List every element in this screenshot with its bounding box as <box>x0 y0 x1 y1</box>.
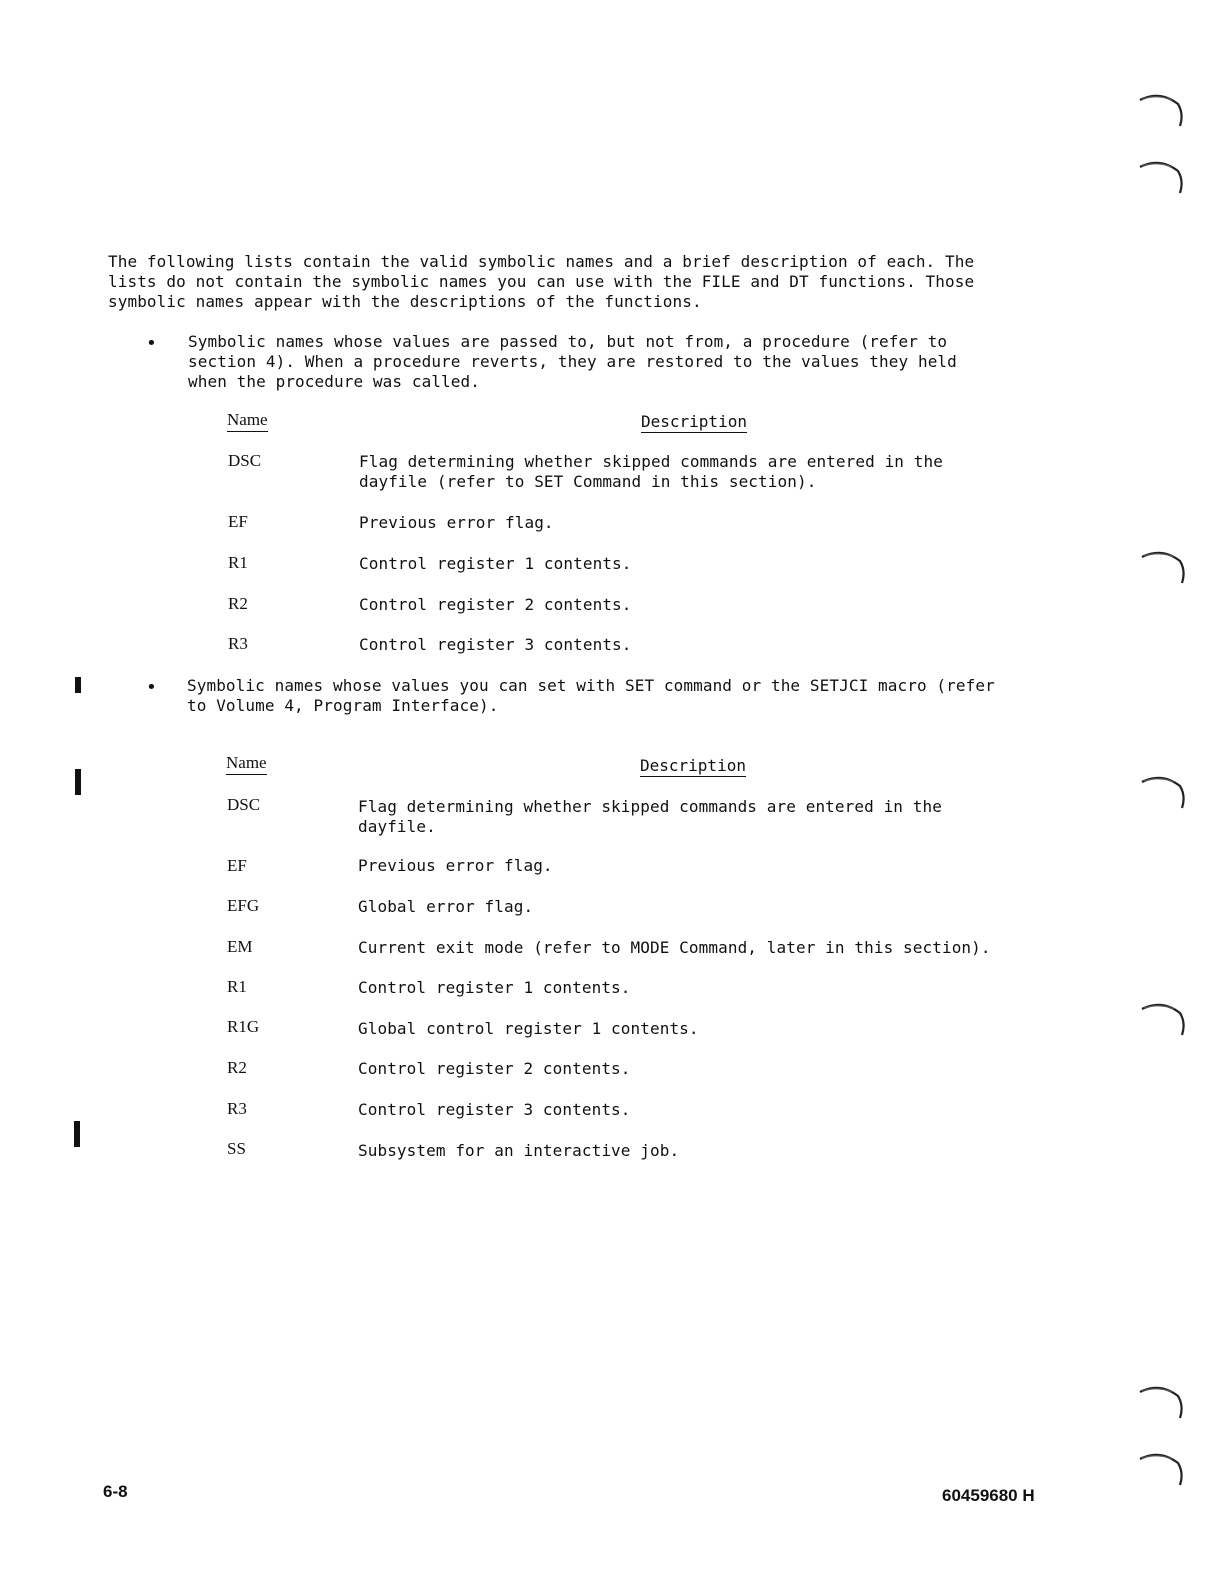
table-2-name-header: Name <box>226 753 267 775</box>
punch-hole-mark <box>1138 155 1186 195</box>
table-2-row-desc: Control register 1 contents. <box>358 978 631 997</box>
table-1-name-header: Name <box>227 410 268 432</box>
table-2-row-name: EFG <box>227 896 260 915</box>
table-1-row-name: R1 <box>228 553 248 572</box>
document-number: 60459680 H <box>942 1486 1035 1505</box>
table-1-description-header: Description <box>641 412 747 431</box>
table-1-row-desc: Flag determining whether skipped commands are entered in the dayfile (refer to SET Command in this section). <box>359 452 943 491</box>
table-2-row-desc: Global error flag. <box>358 897 534 916</box>
table-1-row-name: R3 <box>228 634 248 653</box>
table-2-row-desc: Current exit mode (refer to MODE Command, later in this section). <box>358 938 991 957</box>
table-2-row-desc: Subsystem for an interactive job. <box>358 1141 680 1160</box>
table-2-row-name: R2 <box>227 1058 247 1077</box>
table-2-description-header: Description <box>640 756 746 775</box>
table-2-row-name: EM <box>227 937 253 956</box>
punch-hole-mark <box>1140 545 1188 585</box>
punch-hole-mark <box>1140 770 1188 810</box>
table-1-row-desc: Control register 2 contents. <box>359 595 632 614</box>
table-2-row-desc: Control register 3 contents. <box>358 1100 631 1119</box>
bullet-1-marker: • <box>146 333 157 354</box>
table-2-row-desc: Global control register 1 contents. <box>358 1019 699 1038</box>
bullet-2-marker: • <box>146 677 157 698</box>
change-bar <box>75 677 81 693</box>
change-bar <box>74 1121 80 1147</box>
punch-hole-mark <box>1138 1380 1186 1420</box>
table-2-row-name: SS <box>227 1139 246 1158</box>
table-1-row-desc: Previous error flag. <box>359 513 554 532</box>
intro-paragraph: The following lists contain the valid symbolic names and a brief description of each. The lists do not contain the symbolic names you can use with the FILE and DT functions. Those symbolic names appear with the descriptions of the functions. <box>108 252 975 311</box>
bullet-1-text: Symbolic names whose values are passed to, but not from, a procedure (refer to section 4). When a procedure reverts, they are restored to the values they held when the procedure was called. <box>188 332 957 391</box>
punch-hole-mark <box>1138 1447 1186 1487</box>
change-bar <box>75 769 81 795</box>
table-2-row-name: DSC <box>227 795 261 814</box>
table-2-row-name: R1 <box>227 977 247 996</box>
table-2-row-name: R1G <box>227 1017 260 1036</box>
table-1-row-desc: Control register 1 contents. <box>359 554 632 573</box>
table-1-row-desc: Control register 3 contents. <box>359 635 632 654</box>
table-1-row-name: DSC <box>228 451 262 470</box>
table-2-row-desc: Flag determining whether skipped commands are entered in the dayfile. <box>358 797 942 836</box>
table-2-row-name: EF <box>227 856 247 875</box>
page-number: 6-8 <box>103 1482 128 1501</box>
punch-hole-mark <box>1140 997 1188 1037</box>
table-1-row-name: R2 <box>228 594 248 613</box>
table-2-row-desc: Previous error flag. <box>358 856 553 875</box>
table-1-row-name: EF <box>228 512 248 531</box>
table-2-row-name: R3 <box>227 1099 247 1118</box>
table-2-row-desc: Control register 2 contents. <box>358 1059 631 1078</box>
punch-hole-mark <box>1138 88 1186 128</box>
bullet-2-text: Symbolic names whose values you can set with SET command or the SETJCI macro (refer to Volume 4, Program Interface). <box>187 676 995 715</box>
